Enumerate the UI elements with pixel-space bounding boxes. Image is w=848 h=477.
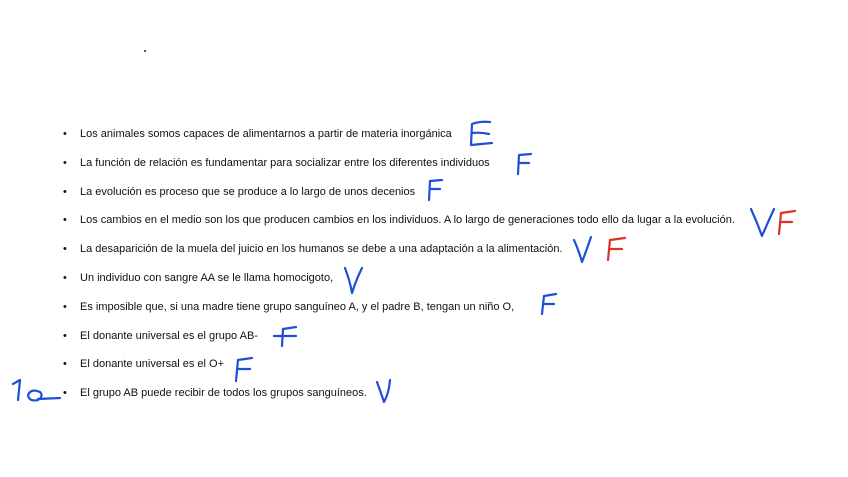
bullet: • <box>63 271 67 284</box>
handwritten-f-mark <box>779 211 795 234</box>
statement-text: Un individuo con sangre AA se le llama homocigoto, <box>80 271 334 284</box>
bullet: • <box>63 329 67 342</box>
bullet: • <box>63 300 67 313</box>
stray-dot <box>144 50 146 52</box>
statement-item <box>60 297 735 326</box>
statement-item <box>60 326 735 355</box>
statement-text: Los animales somos capaces de alimentarnos a partir de materia inorgánica <box>80 128 452 140</box>
statement-text: Es imposible que, si una madre tiene grupo sanguíneo A, y el padre B, tengan un niño O, <box>80 300 515 313</box>
statement-item <box>60 383 735 412</box>
statement-text: Los cambios en el medio son los que producen cambios en los individuos. A lo largo de generaciones todo ello da lugar a la evolución. <box>80 214 735 227</box>
statement-item <box>60 210 735 239</box>
statement-text: El grupo AB puede recibir de todos los grupos sanguíneos. <box>80 387 367 400</box>
handwritten-score <box>13 380 60 400</box>
statement-item <box>60 153 735 182</box>
statement-item <box>60 268 735 297</box>
bullet: • <box>63 387 67 400</box>
statement-item <box>60 182 735 211</box>
statement-text: La función de relación es fundamentar para socializar entre los diferentes individuos <box>80 156 490 169</box>
bullet: • <box>63 214 67 227</box>
statement-text: La desaparición de la muela del juicio en los humanos se debe a una adaptación a la alimentación. <box>80 243 563 256</box>
bullet: • <box>63 156 67 169</box>
bullet: • <box>63 185 67 198</box>
statement-text: La evolución es proceso que se produce a lo largo de unos decenios <box>80 185 416 198</box>
handwritten-v-mark <box>751 209 774 236</box>
statement-text: El donante universal es el grupo AB- <box>80 329 258 342</box>
bullet: • <box>63 243 67 256</box>
statement-item <box>60 124 735 153</box>
statement-list <box>60 124 735 412</box>
statement-item <box>60 239 735 268</box>
statement-text: El donante universal es el O+ <box>80 358 225 371</box>
bullet: • <box>63 358 67 371</box>
bullet: • <box>63 128 67 140</box>
statement-item <box>60 354 735 383</box>
